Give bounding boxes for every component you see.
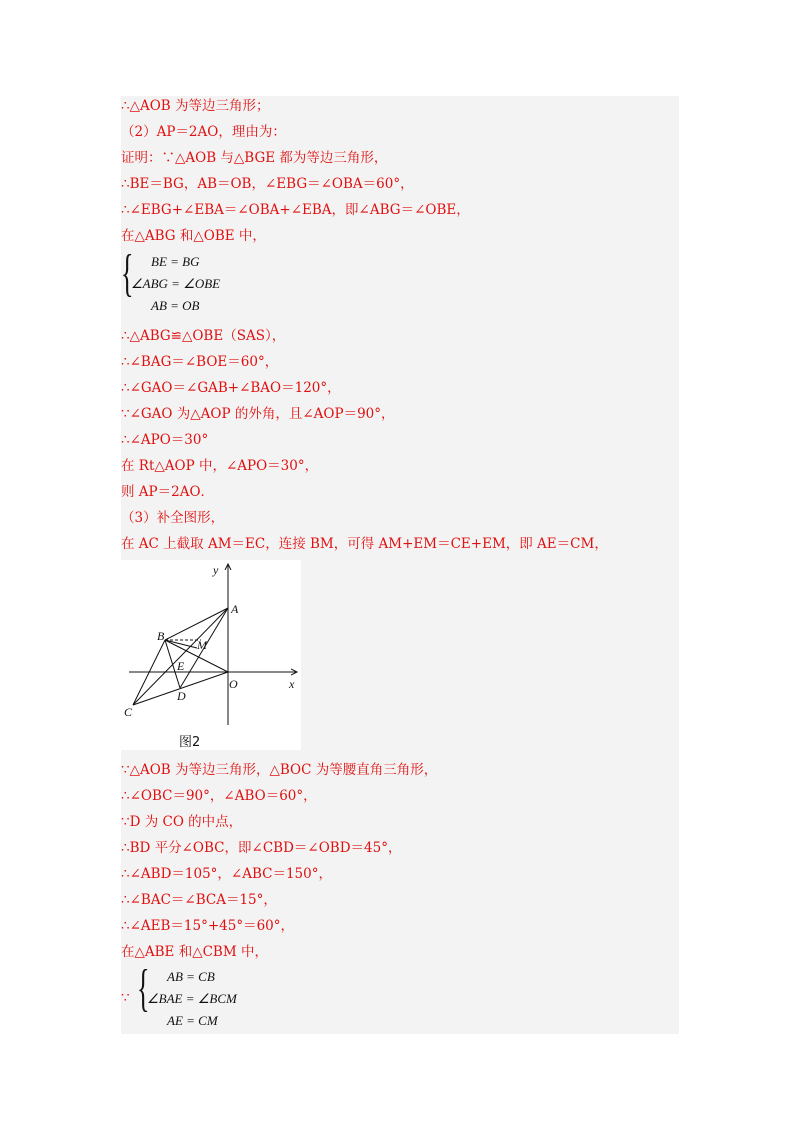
label-D: D [177, 689, 186, 703]
geometry-figure [121, 560, 301, 750]
line-18: ∵D 为 CO 的中点， [121, 814, 243, 830]
label-C: C [124, 705, 133, 719]
line-15: 在 AC 上截取 AM＝EC，连接 BM，可得 AM+EM＝CE+EM，即 AE＝CM， [121, 536, 608, 552]
equation-system-1 [121, 245, 421, 320]
line-5: ∴∠EBG+∠EBA＝∠OBA+∠EBA，即∠ABG＝∠OBE， [121, 202, 470, 218]
because-symbol: ∵ [121, 990, 130, 1006]
line-13: 则 AP＝2AO． [121, 484, 215, 500]
line-9: ∴∠GAO＝∠GAB+∠BAO＝120°， [121, 380, 341, 396]
label-O: O [229, 677, 238, 691]
line-6: 在△ABG 和△OBE 中， [121, 228, 266, 244]
system1-eq2: ∠ABG = ∠OBE [131, 276, 221, 291]
line-8: ∴∠BAG＝∠BOE＝60°， [121, 354, 279, 370]
figure-caption: 图2 [179, 735, 201, 750]
line-19: ∴BD 平分∠OBC，即∠CBD＝∠OBD＝45°， [121, 840, 402, 856]
line-4: ∴BE＝BG，AB＝OB，∠EBG＝∠OBA＝60°， [121, 176, 414, 192]
line-23: 在△ABE 和△CBM 中， [121, 944, 268, 960]
system1-eq1: BE = BG [151, 254, 200, 269]
system2-eq2: ∠BAE = ∠BCM [147, 991, 237, 1006]
line-10: ∵∠GAO 为△AOP 的外角，且∠AOP＝90°， [121, 406, 395, 422]
line-17: ∴∠OBC＝90°，∠ABO＝60°， [121, 788, 317, 804]
line-20: ∴∠ABD＝105°，∠ABC＝150°， [121, 866, 332, 882]
line-12: 在 Rt△AOP 中，∠APO＝30°， [121, 458, 319, 474]
label-A: A [231, 602, 239, 616]
line-22: ∴∠AEB＝15°+45°＝60°， [121, 918, 295, 934]
line-14: （3）补全图形， [121, 510, 225, 526]
label-y: y [213, 563, 219, 577]
geometry-diagram [121, 560, 301, 730]
left-brace: { [137, 960, 150, 1017]
label-E: E [177, 659, 185, 673]
equation-system-2 [121, 960, 421, 1035]
label-B: B [157, 629, 165, 643]
line-16: ∵△AOB 为等边三角形，△BOC 为等腰直角三角形， [121, 762, 438, 778]
line-1: ∴△AOB 为等边三角形； [121, 98, 270, 114]
system2-eq3: AE = CM [167, 1013, 218, 1028]
line-7: ∴△ABG≌△OBE（SAS）， [121, 328, 286, 344]
left-brace: { [121, 245, 134, 302]
system2-eq1: AB = CB [167, 969, 215, 984]
line-21: ∴∠BAC＝∠BCA＝15°， [121, 892, 277, 908]
line-3: 证明：∵△AOB 与△BGE 都为等边三角形， [121, 150, 388, 166]
label-x: x [289, 677, 295, 691]
line-2: （2）AP＝2AO，理由为： [121, 124, 286, 140]
system1-eq3: AB = OB [151, 298, 200, 313]
label-M: M [197, 638, 207, 652]
line-11: ∴∠APO＝30° [121, 432, 209, 448]
